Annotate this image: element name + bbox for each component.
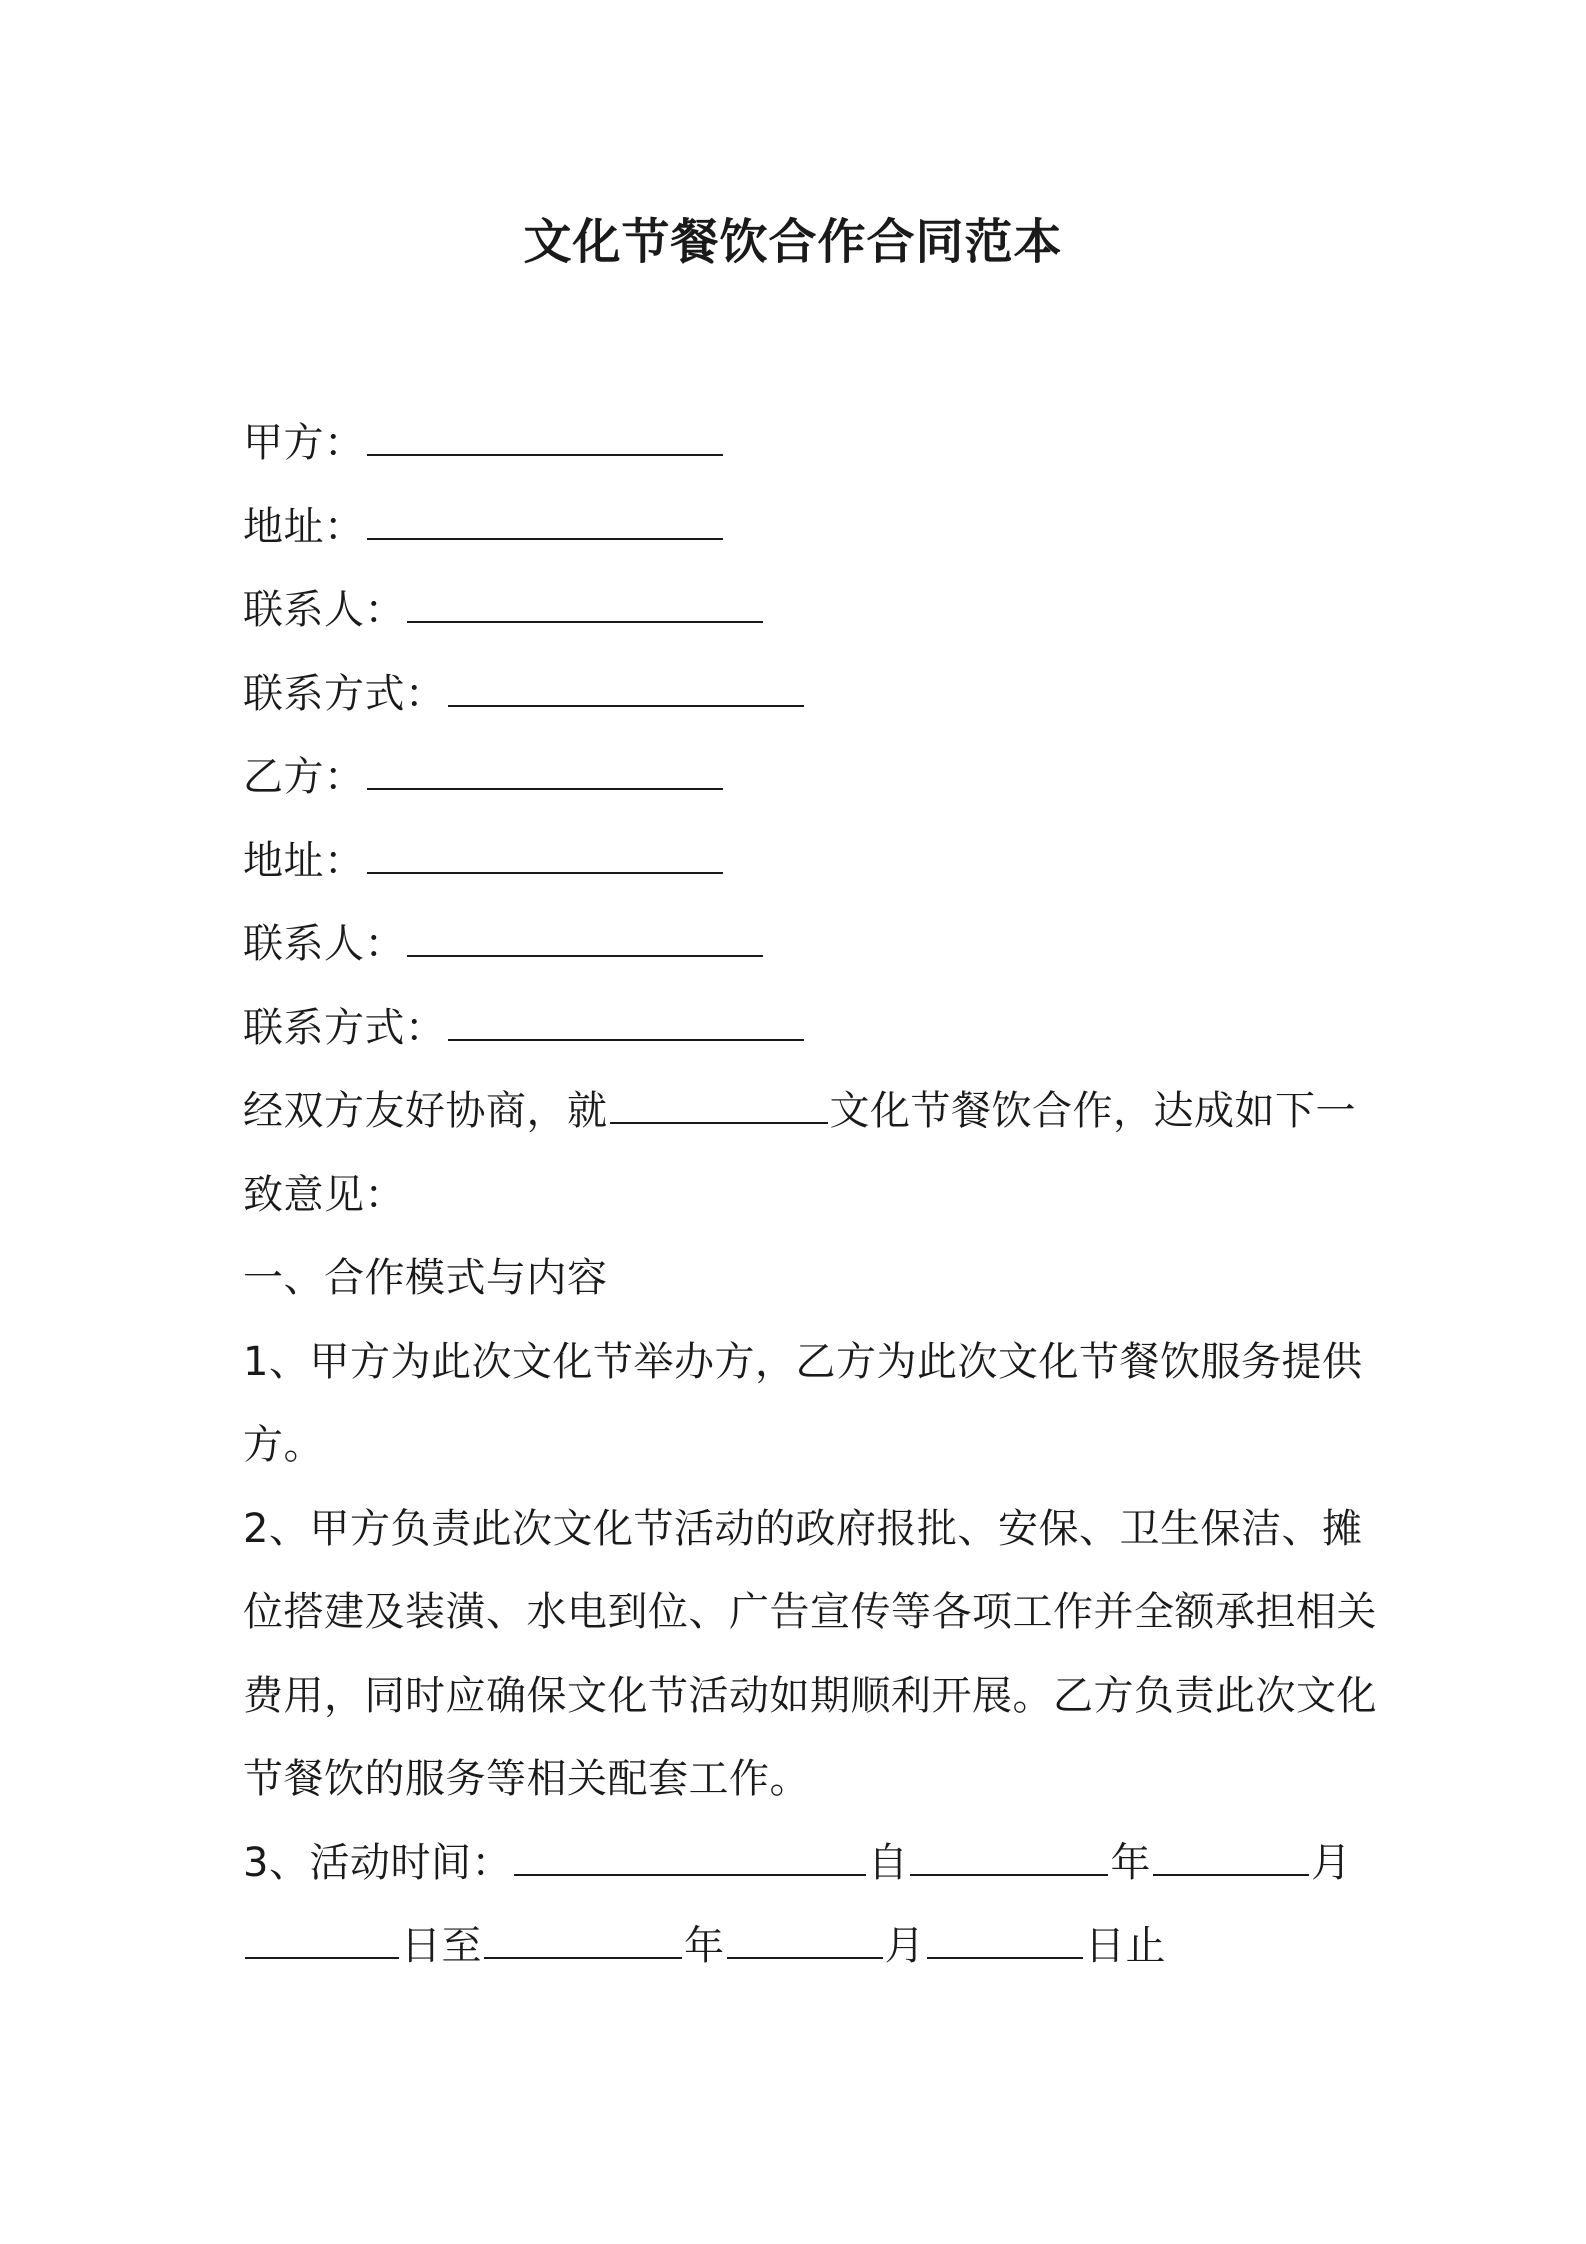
clause-3-line-2 [243,1905,1363,1989]
clause-1-line-1: 1、甲方为此次文化节举办方，乙方为此次文化节餐饮服务提供 [243,1338,1363,1385]
clause-1-line-2: 方。 [243,1422,324,1468]
fill-blank[interactable] [367,508,723,540]
date-word: 日至 [401,1923,482,1969]
intro-line-1 [243,1070,1363,1154]
fill-blank[interactable] [448,675,804,707]
field-label: 甲方： [243,420,365,466]
intro-line-2: 致意见： [243,1171,405,1218]
fill-blank[interactable] [910,1844,1108,1876]
field-label: 联系方式： [243,670,446,717]
party-a-contact-field [243,569,1363,653]
date-word: 月 [1310,1839,1352,1886]
intro-text: 文化节餐饮合作，达成如下一 [829,1088,1356,1134]
party-a-phone-field [243,653,1363,737]
fill-blank[interactable] [514,1844,866,1876]
date-word: 年 [684,1923,725,1969]
party-a-name-field [243,402,1363,486]
date-word: 年 [1110,1839,1151,1886]
clause-2-line-1: 2、甲方负责此次文化节活动的政府报批、安保、卫生保洁、摊 [243,1505,1363,1552]
fill-blank[interactable] [1153,1844,1309,1876]
party-b-address-field [243,820,1363,904]
fill-blank[interactable] [367,758,723,790]
clause-3-label: 3、活动时间： [243,1839,512,1886]
document-title: 文化节餐饮合作合同范本 [523,214,1063,270]
fill-blank[interactable] [367,424,723,456]
field-label: 地址： [243,503,365,550]
party-b-name-field [243,736,1363,820]
fill-blank[interactable] [407,925,763,957]
fill-blank[interactable] [610,1092,828,1124]
field-label: 联系人： [243,587,405,633]
fill-blank[interactable] [927,1927,1083,1959]
fill-blank[interactable] [448,1009,804,1041]
clause-3-line-1 [243,1822,1363,1906]
field-label: 地址： [243,837,365,884]
field-label: 联系方式： [243,1004,446,1051]
document-body [243,402,1377,1989]
party-b-contact-field [243,903,1363,987]
party-a-address-field [243,486,1363,570]
clause-2-line-3: 费用，同时应确保文化节活动如期顺利开展。乙方负责此次文化 [243,1672,1377,1719]
clause-2-line-2: 位搭建及装潢、水电到位、广告宣传等各项工作并全额承担相关 [243,1589,1377,1635]
field-label: 联系人： [243,921,405,967]
intro-text: 经双方友好协商，就 [243,1088,608,1134]
date-word: 日止 [1085,1923,1166,1969]
party-b-phone-field [243,987,1363,1071]
field-label: 乙方： [243,754,365,800]
clause-2-line-4: 节餐饮的服务等相关配套工作。 [243,1756,810,1802]
date-word: 月 [884,1923,925,1969]
fill-blank[interactable] [727,1927,883,1959]
fill-blank[interactable] [245,1927,399,1959]
section-heading: 一、合作模式与内容 [243,1255,608,1301]
date-word: 自 [867,1839,909,1886]
fill-blank[interactable] [407,591,763,623]
fill-blank[interactable] [367,842,723,874]
fill-blank[interactable] [484,1927,682,1959]
